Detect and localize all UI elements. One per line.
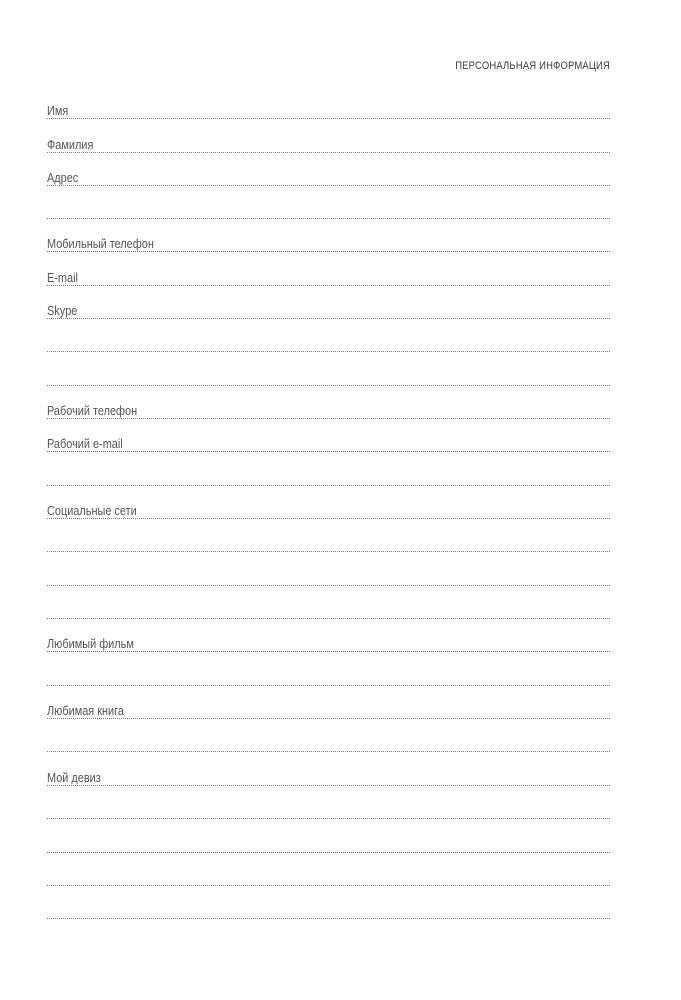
form-row-last-name[interactable]: [47, 134, 610, 153]
personal-info-form: [47, 0, 610, 1000]
form-row-blank[interactable]: [47, 533, 610, 552]
form-row-label: Мобильный телефон: [47, 236, 154, 251]
form-row-blank[interactable]: [47, 834, 610, 853]
form-row-blank[interactable]: [47, 667, 610, 686]
form-row-address[interactable]: [47, 167, 610, 186]
form-row-blank[interactable]: [47, 900, 610, 919]
form-row-skype[interactable]: [47, 300, 610, 319]
form-row-label: Имя: [47, 103, 69, 118]
form-row-label: Фамилия: [47, 137, 94, 152]
form-row-email[interactable]: [47, 267, 610, 286]
form-row-mobile-phone[interactable]: [47, 233, 610, 252]
form-row-blank[interactable]: [47, 367, 610, 386]
form-row-label: Рабочий e-mail: [47, 436, 123, 451]
form-row-blank[interactable]: [47, 800, 610, 819]
form-row-label: Адрес: [47, 170, 79, 185]
form-row-blank[interactable]: [47, 567, 610, 586]
form-row-label: Социальные сети: [47, 503, 137, 518]
page-header: ПЕРСОНАЛЬНАЯ ИНФОРМАЦИЯ: [455, 60, 610, 72]
form-row-label: Skype: [47, 303, 78, 318]
form-row-label: Любимая книга: [47, 703, 124, 718]
form-row-favorite-movie[interactable]: [47, 633, 610, 652]
form-row-blank[interactable]: [47, 333, 610, 352]
form-row-first-name[interactable]: [47, 100, 610, 119]
form-row-blank[interactable]: [47, 867, 610, 886]
form-row-blank[interactable]: [47, 467, 610, 486]
form-row-label: E-mail: [47, 270, 78, 285]
form-row-blank[interactable]: [47, 600, 610, 619]
form-row-label: Мой девиз: [47, 770, 101, 785]
form-row-social-networks[interactable]: [47, 500, 610, 519]
form-row-label: Рабочий телефон: [47, 403, 138, 418]
form-row-work-email[interactable]: [47, 433, 610, 452]
form-row-motto[interactable]: [47, 767, 610, 786]
form-row-address-continued[interactable]: [47, 200, 610, 219]
form-row-favorite-book[interactable]: [47, 700, 610, 719]
form-row-label: Любимый фильм: [47, 636, 134, 651]
form-row-blank[interactable]: [47, 733, 610, 752]
form-row-work-phone[interactable]: [47, 400, 610, 419]
